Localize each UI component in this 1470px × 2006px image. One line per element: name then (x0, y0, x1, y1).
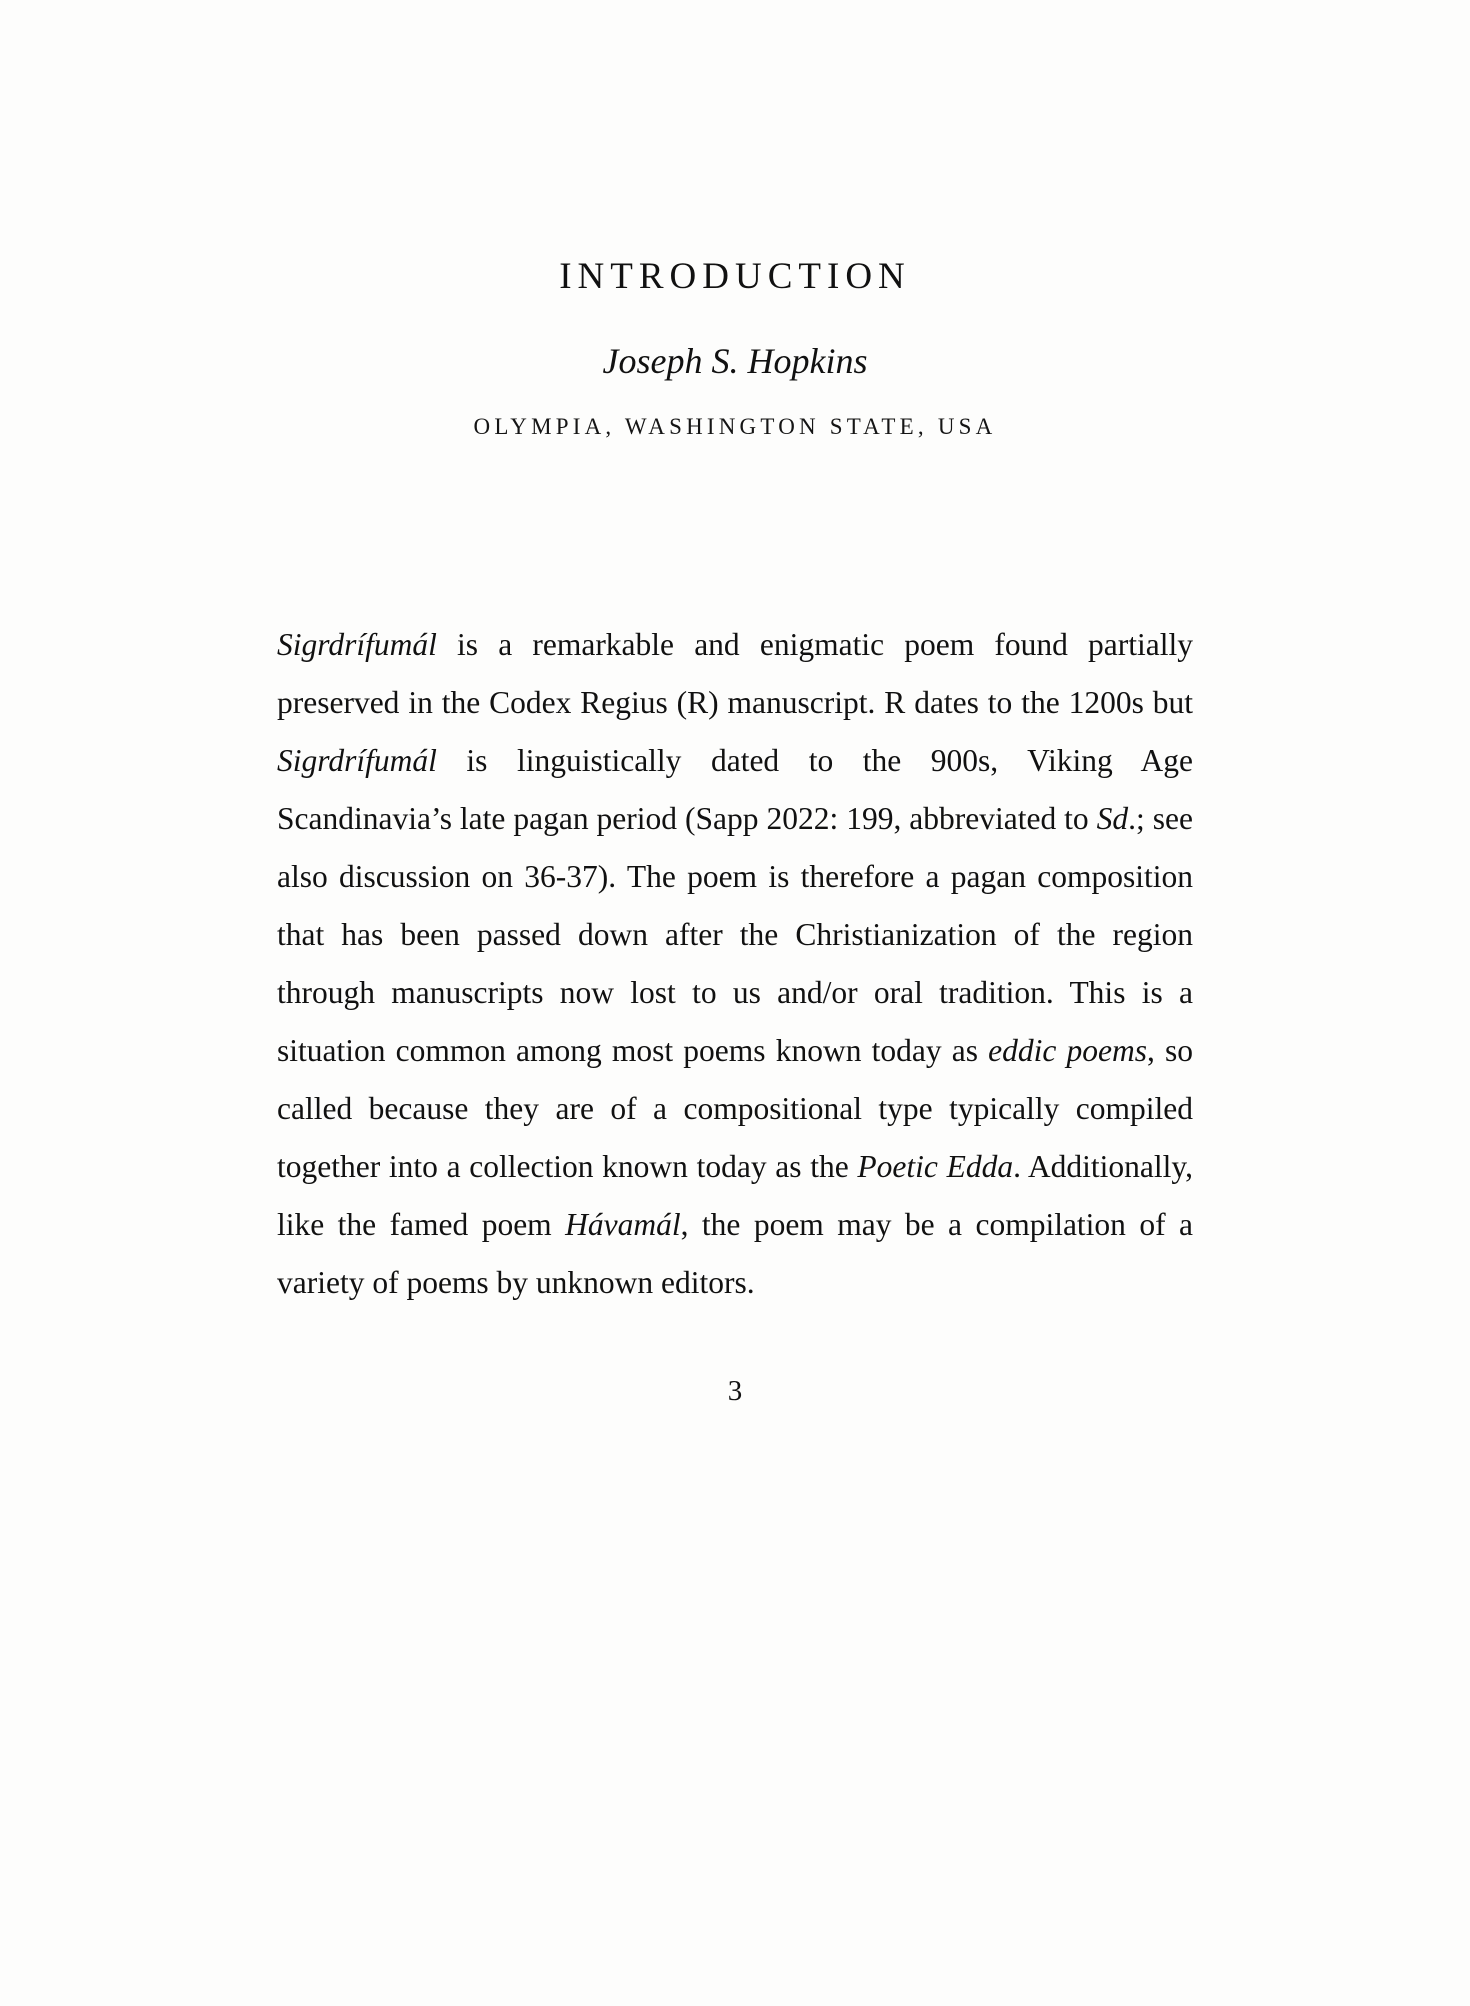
text-run: , so called because they are of a compositional type typically compiled together into a collection known today as the (277, 1033, 1193, 1184)
italic-run: Hávamál (565, 1207, 681, 1242)
author-name: Joseph S. Hopkins (602, 341, 868, 381)
italic-run: Sd (1096, 801, 1129, 836)
text-run: .; see also discussion on 36-37). The poem is therefore a pagan composition that has been passed down after the Christianization of the region through manuscripts now lost to us and/or oral tradition. This is a situation common among most poems known today as (277, 801, 1193, 1068)
text-run: is a remarkable and enigmatic poem found partially preserved in the Codex Regius (R) manuscript. R dates to the 1200s but (277, 627, 1193, 720)
page-number: 3 (727, 1375, 743, 1407)
italic-run: eddic poems (988, 1033, 1147, 1068)
italic-run: Poetic Edda (857, 1149, 1014, 1184)
text-run: . Additionally, like the famed poem (277, 1149, 1193, 1242)
italic-run: Sigrdrífumál (277, 627, 437, 662)
page-title: INTRODUCTION (559, 256, 911, 297)
author-affiliation: OLYMPIA, WASHINGTON STATE, USA (473, 414, 997, 439)
text-run: , the poem may be a compilation of a variety of poems by unknown editors. (277, 1207, 1194, 1300)
italic-run: Sigrdrífumál (277, 743, 437, 778)
text-run: is linguistically dated to the 900s, Viking Age Scandinavia’s late pagan period (Sapp 2022: 199, abbreviated to (277, 743, 1193, 836)
page-content (277, 0, 1194, 1407)
introduction-paragraph (277, 616, 1193, 1312)
